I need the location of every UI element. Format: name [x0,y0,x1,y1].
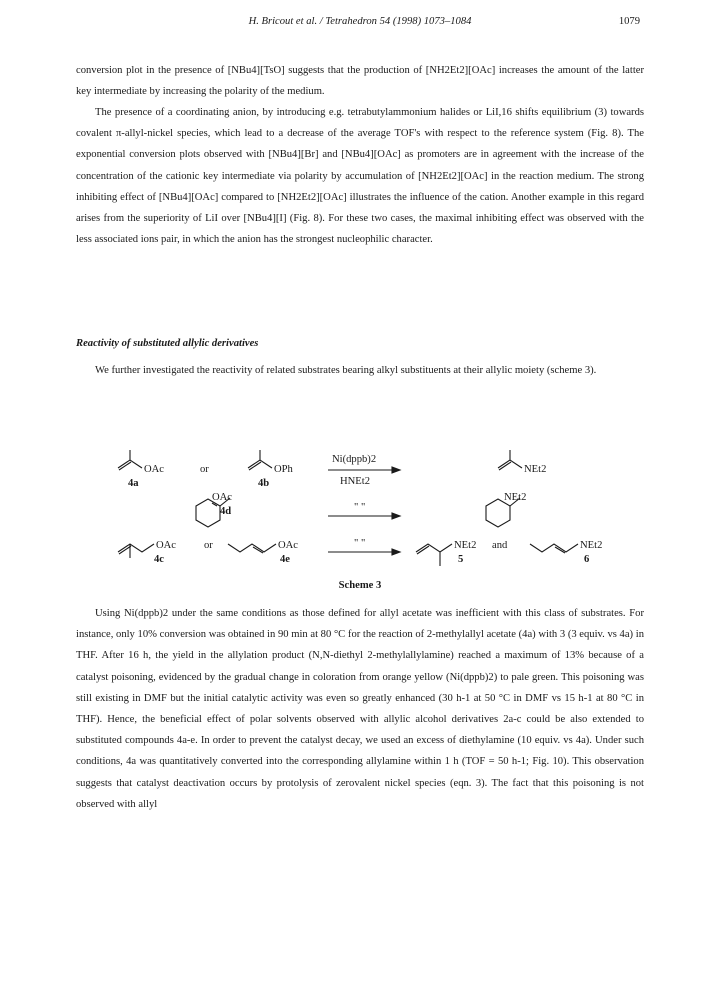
compound-5: 5 [458,554,464,565]
label-net2-1: NEt2 [524,464,547,475]
label-oac-4c: OAc [156,540,177,551]
label-oac-4a: OAc [144,464,165,475]
paragraph-2: The presence of a coordinating anion, by introducing e.g. tetrabutylammonium halides or LiI,16 shifts equilibrium (3) towards covalent π-allyl-nickel species, which lead to a decrease of the average TOF's with respect to the reference system (Fig. 8). The exponential conversion plots observed with [NBu4][Br] and [NBu4][OAc] as promoters are in agreement with the increase of the concentration of the cationic key intermediate via polarity by accumulation of [NH2Et2][OAc] in the reaction medium. The strong inhibiting effect of [NBu4][OAc] compared to [NH2Et2][OAc] illustrates the influence of the cation. Another example in this regard arises from the superiority of LiI over [NBu4][I] (Fig. 8). For these two cases, the maximal inhibiting effect was observed with the less associated ions pair, in which the anion has the strongest nucleophilic character. [76,107,644,246]
compound-4d: 4d [220,506,232,517]
label-ditto-2: " " [354,538,366,549]
structure-4d [196,499,220,527]
structure-4b [248,460,272,468]
compound-4e: 4e [280,554,290,565]
label-or-2: or [204,540,213,551]
label-catalyst: Ni(dppb)2 [332,454,377,465]
paragraph-3: We further investigated the reactivity of related substrates bearing alkyl substituents at their allylic moiety (scheme 3). [95,365,597,376]
paragraph-1: conversion plot in the presence of [NBu4][TsO] suggests that the production of [NH2Et2][OAc] increases the amount of the latter key intermediate by increasing the polarity of the medium. [76,65,644,98]
compound-6: 6 [584,554,590,565]
label-ditto-1: " " [354,502,366,513]
compound-4c: 4c [154,554,164,565]
section-heading: Reactivity of substituted allylic derivatives [76,338,259,349]
label-oac-4e: OAc [278,540,299,551]
label-and: and [492,540,508,551]
structure-allylamine [498,460,522,468]
label-net2-2: NEt2 [504,492,527,503]
label-hnet2: HNEt2 [340,476,371,487]
reaction-scheme [100,448,620,596]
compound-4b: 4b [258,478,270,489]
running-title: H. Bricout et al. / Tetrahedron 54 (1998) 1073–1084 [248,16,472,27]
compound-4a: 4a [128,478,139,489]
page-number: 1079 [618,16,640,27]
paragraph-4: Using Ni(dppb)2 under the same conditions as those defined for allyl acetate was inefficient with this class of substrates. For instance, only 10% conversion was obtained in 90 min at 80 °C for the reaction of 2-methylallyl acetate (4a) with 3 (3 equiv. vs 4a) in THF. After 16 h, the yield in the allylation product (N,N-diethyl 2-methylallylamine) reached a maximum of 13% because of a catalyst poisoning, evidenced by the gradual change in coloration from orange yellow (Ni(dppb)2) to pale green. This poisoning was still existing in DMF but the initial catalytic activity was even so greatly enhanced (30 h-1 at 50 °C in DMF vs 15 h-1 at 80 °C in THF). Hence, the beneficial effect of polar solvents observed with allylic alcohol derivatives 2a-c could be also extended to substituted compounds 4a-e. In order to prevent the catalyst decay, we used an excess of diethylamine (10 equiv. vs 4a). Under such conditions, 4a was quantitatively converted into the corresponding allylamine within 1 h (TOF = 50 h-1; Fig. 10). This observation suggests that catalyst deactivation occurs by protolysis of zerovalent nickel species (eqn. 3). The fact that this poisoning is not observed with allyl [76,608,644,810]
structure-cyclohexenylamine [486,499,510,527]
label-net2-5: NEt2 [454,540,477,551]
page-header [76,16,644,32]
structure-4a [118,460,142,468]
label-oph-4b: OPh [274,464,293,475]
scheme-drawing [100,448,620,596]
label-or-1: or [200,464,209,475]
scheme-caption: Scheme 3 [338,580,382,591]
structure-4e [228,544,276,552]
label-net2-6: NEt2 [580,540,603,551]
label-oac-4d: OAc [212,492,233,503]
structure-6 [530,544,578,552]
